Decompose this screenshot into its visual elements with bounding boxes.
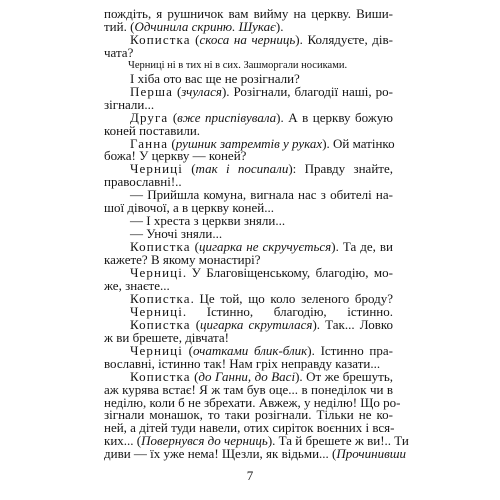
text-segment: ( [190, 316, 201, 332]
text-segment: ). [275, 18, 284, 34]
text-segment: ( [190, 31, 200, 47]
speaker-name: Черниці [130, 161, 183, 177]
text-segment: ких... ( [104, 433, 142, 449]
text-segment: зігнали... [104, 96, 155, 112]
text-segment: ). Так... Ловко [312, 316, 393, 332]
text-segment: шої дівочої, а в церкву коней... [104, 200, 274, 216]
text-segment: православні!.. [104, 174, 182, 190]
speaker-name: Перша [130, 83, 173, 99]
text-segment: . У Благовіщенському, благодію, мо- [182, 265, 393, 280]
text-segment: тий. ( [104, 18, 135, 34]
stage-direction: Прочинивши [336, 446, 407, 462]
text-segment: . Істинно, благодію, істинно. [182, 303, 393, 319]
text-segment: коней поставили. [104, 122, 201, 138]
speaker-name: Черниці [130, 265, 183, 280]
text-segment: же, знаєте... [104, 277, 170, 293]
text-segment: ): Правду знайте, [288, 161, 393, 177]
text-segment: пождіть, я рушничок вам вийму на церкву. Виши- [104, 6, 393, 21]
text-segment: ). От же брешуть, [295, 368, 393, 384]
stage-direction: цигарка не скручується [198, 239, 332, 255]
text-segment: . Це той, що коло зеленого броду? [190, 290, 393, 306]
text-segment: чата? [104, 44, 134, 60]
text-segment: ). Колядуєте, дів- [295, 31, 393, 47]
text-segment: ). Та де, ви [331, 239, 393, 255]
text-segment: неділю, коли б не збрехати. Авжеж, у неділю! Що ро- [104, 394, 401, 410]
stage-direction: так і посипали [195, 161, 289, 177]
text-segment: ). А в церкву божую [276, 109, 393, 125]
text-segment: ( [168, 135, 176, 151]
text-segment: ( [172, 83, 182, 99]
text-segment: ). Розігнали, благодії наші, ро- [221, 83, 393, 99]
text-segment: ). Та й брешете ж ви!.. Ти [267, 433, 409, 449]
text-segment: ж ви брешете, дівчата! [104, 329, 229, 345]
text-segment: ( [190, 368, 199, 384]
stage-direction: очатками блик-блик [192, 342, 308, 358]
text-segment: — Прийшла комуна, вигнала нас з обителі на- [130, 187, 393, 203]
stage-direction: вже приспівувала [177, 109, 277, 125]
speaker-name: Копистка [130, 316, 191, 332]
text-segment: ней, а дітей туди навели, отих сиріток воєнних і вся- [104, 420, 395, 436]
text-segment: вославні, істинно так! Нам гріх неправду казати... [104, 355, 381, 371]
text-segment: — І хреста з церкви зняли... [130, 213, 286, 229]
text-segment: ( [182, 161, 196, 177]
stage-direction: Одчинила скриню. Шукає [134, 18, 276, 34]
speaker-name: Друга [130, 109, 169, 125]
speaker-name: Копистка [130, 31, 191, 47]
text-segment: ). Істинно пра- [307, 342, 393, 358]
speaker-name: Копистка [130, 290, 191, 306]
stage-direction: зчулася [181, 83, 222, 99]
page-number: 7 [246, 468, 254, 483]
text-segment: диви — їх уже нема! Щезли, як відьми... ( [104, 446, 337, 462]
text-segment: Черниці ні в тих ні в сих. Зашморгали носиками. [128, 59, 348, 71]
speaker-name: Копистка [130, 368, 191, 384]
text-segment: ( [190, 239, 199, 255]
text-line [104, 444, 407, 464]
stage-direction: до Ганни, до Васі [198, 368, 296, 384]
speaker-name: Ганна [130, 135, 169, 151]
text-segment: зігнали монашок, то таки розігнали. Тільки не ко- [104, 407, 393, 423]
stage-direction: скоса на черниць [199, 31, 296, 47]
stage-direction: рушник затремтів у руках [175, 135, 323, 151]
text-segment: ( [182, 342, 193, 358]
stage-direction: Повернувся до черниць [141, 433, 268, 449]
text-segment: ( [168, 109, 178, 125]
stage-direction: цигарка скрутилася [200, 316, 313, 332]
speaker-name: Черниці [130, 342, 183, 358]
speaker-name: Копистка [130, 239, 191, 255]
text-segment: — Уночі зняли... [130, 226, 223, 242]
text-segment: І хіба ото вас ще не розігнали? [130, 70, 300, 86]
text-segment: божа! У церкву — коней? [104, 148, 247, 164]
text-segment: кажете? В якому монастирі? [104, 252, 261, 268]
text-segment: ). Ой матінко [322, 135, 395, 151]
speaker-name: Черниці [130, 303, 183, 319]
text-segment: аж курява встає! Я ж там був оце... в понеділок чи в [104, 381, 393, 397]
